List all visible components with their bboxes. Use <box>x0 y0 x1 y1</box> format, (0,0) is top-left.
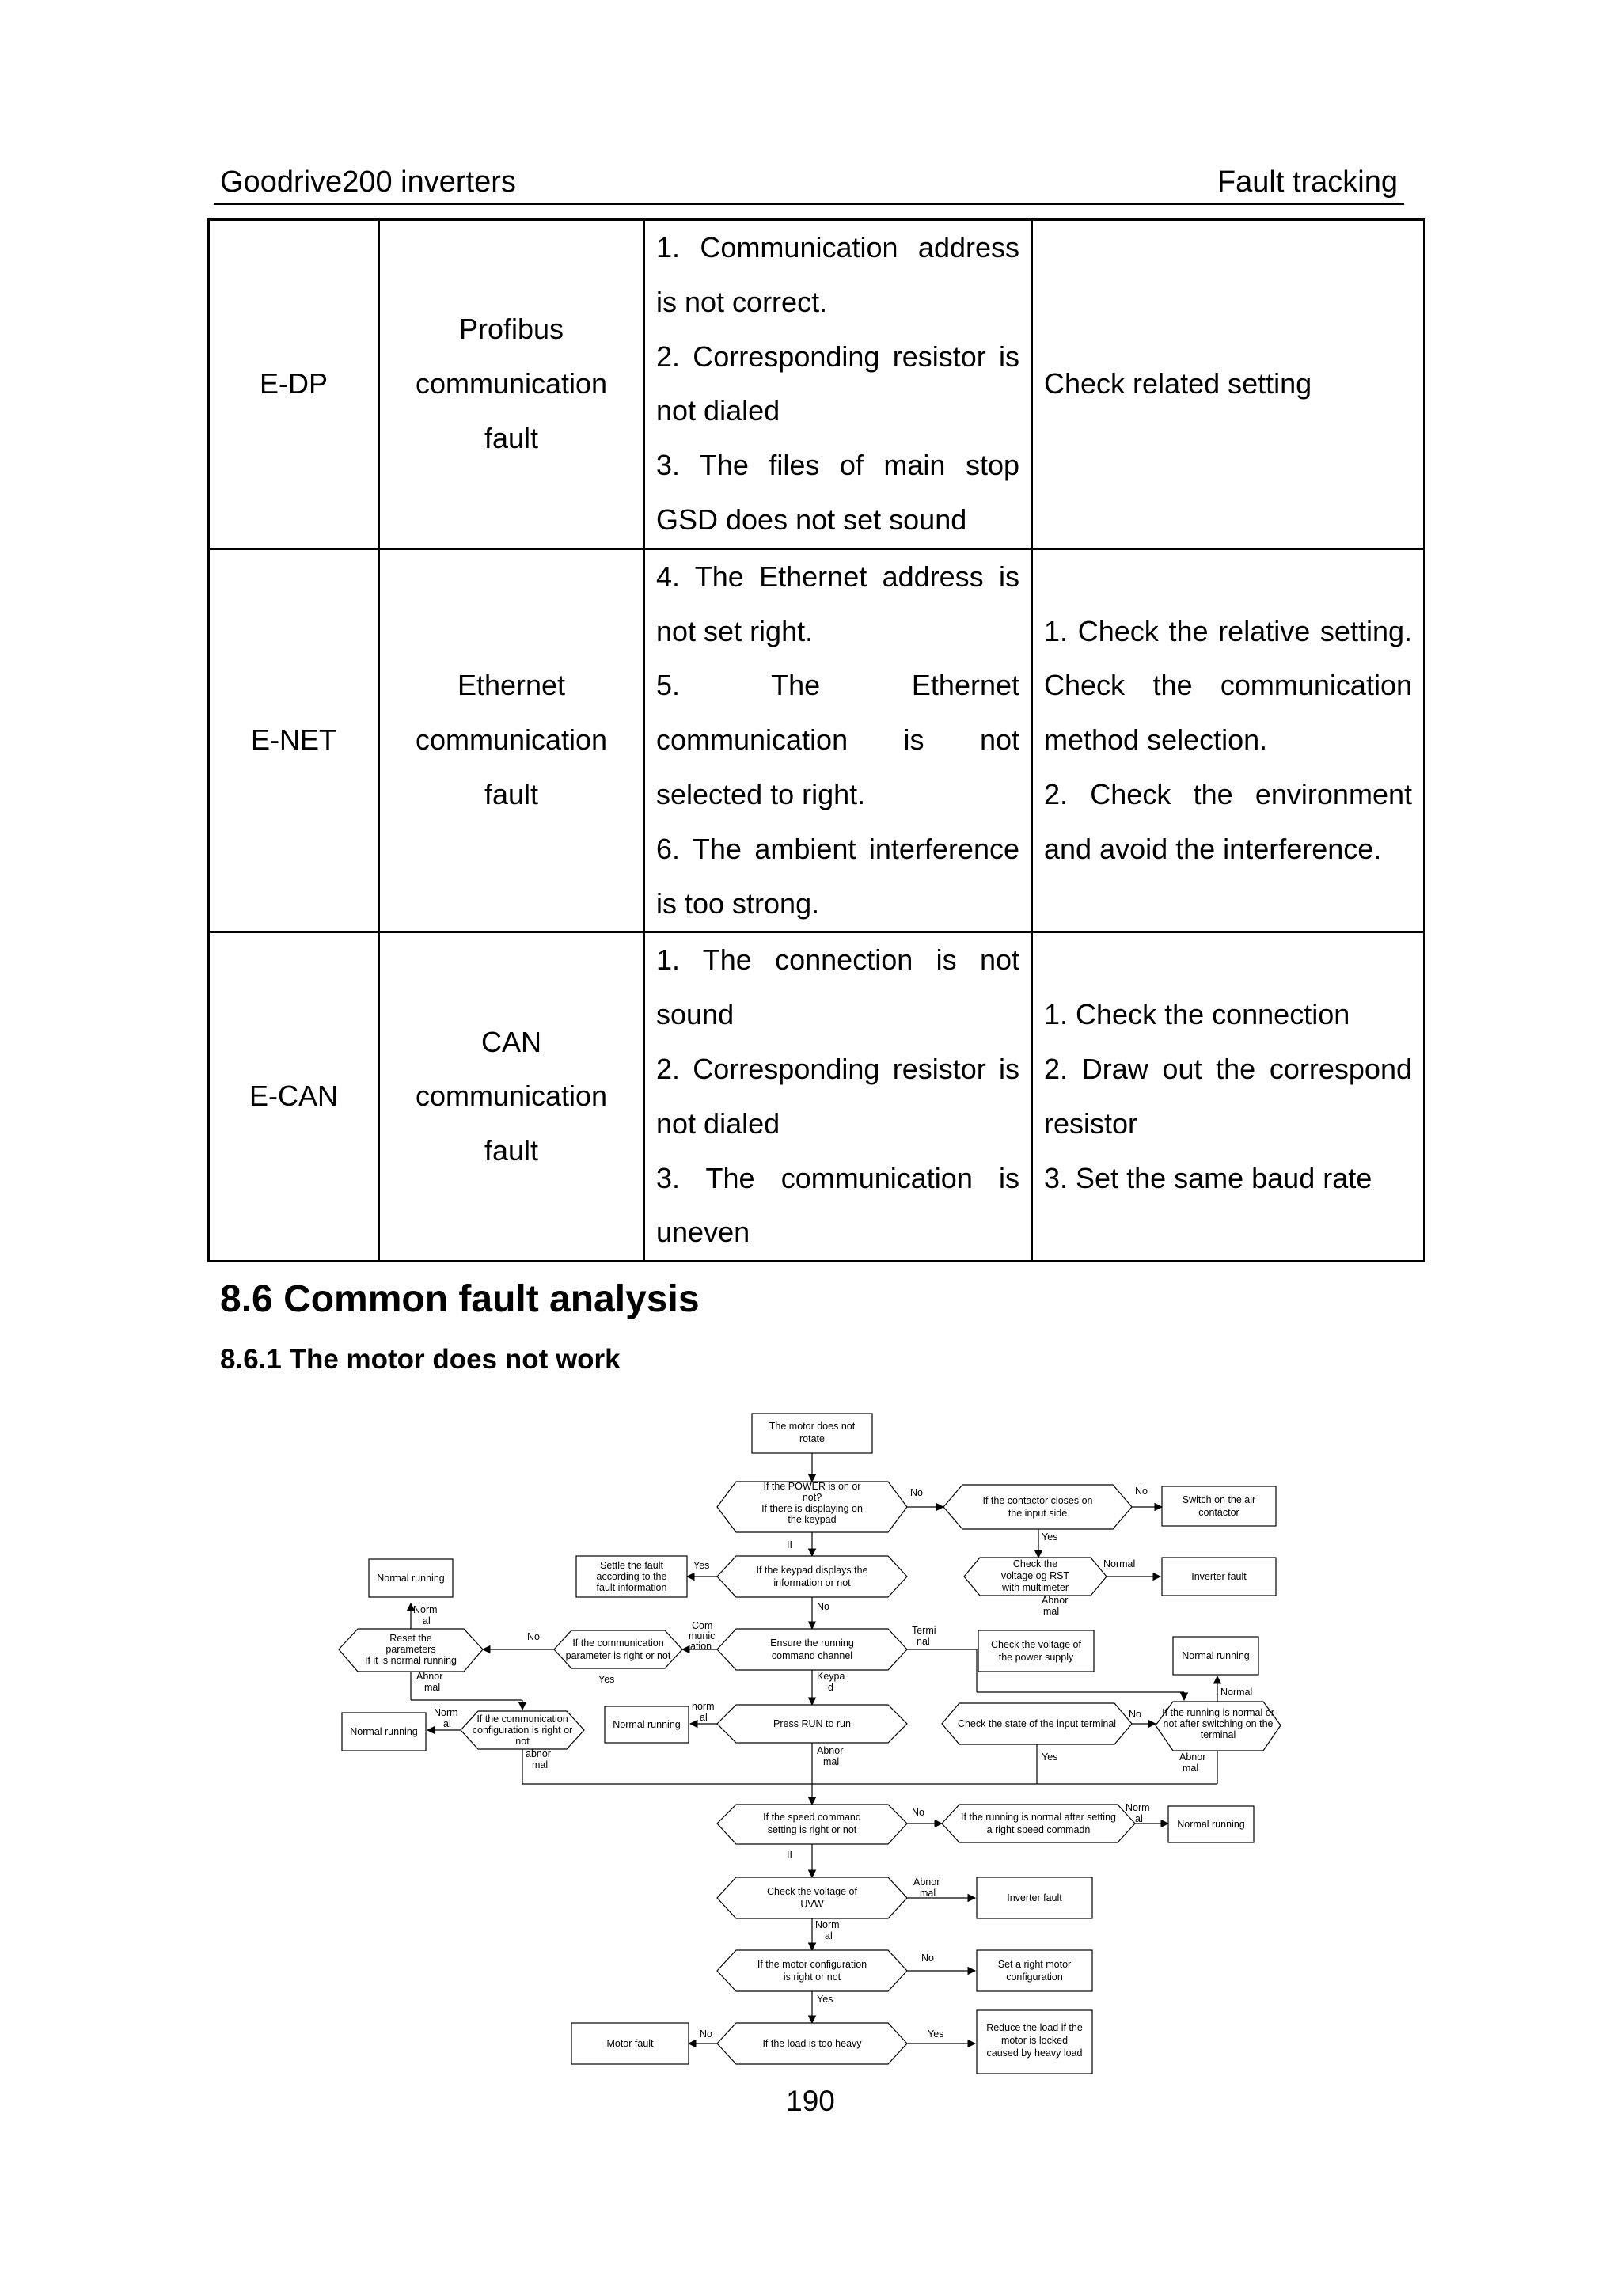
svg-text:caused by heavy load: caused by heavy load <box>986 2047 1083 2059</box>
svg-text:Yes: Yes <box>693 1560 710 1571</box>
svg-text:No: No <box>817 1601 829 1612</box>
flow-set-motor-config <box>977 1950 1092 1991</box>
svg-text:Inverter fault: Inverter fault <box>1191 1571 1247 1582</box>
fault-solution: 1. Check the connection 2. Draw out the correspond resistor 3. Set the same baud rate <box>1032 932 1425 1262</box>
flow-ensure-channel <box>717 1629 907 1670</box>
flow-press-run <box>717 1705 907 1743</box>
svg-text:al: al <box>443 1718 451 1729</box>
fault-reason: 1. The connection is not sound 2. Corresponding resistor is not dialed 3. The communication is uneven <box>644 932 1032 1262</box>
flow-load-heavy <box>717 2023 907 2064</box>
svg-text:Com: Com <box>692 1620 713 1631</box>
svg-text:Yes: Yes <box>1042 1751 1058 1763</box>
svg-text:Termi: Termi <box>912 1625 936 1636</box>
flow-normal-running <box>1173 1637 1258 1675</box>
svg-text:No: No <box>1135 1486 1148 1497</box>
fault-solution: 1. Check the relative setting. Check the communication method selection. 2. Check the environment and avoid the interference. <box>1032 548 1425 932</box>
fault-type: CAN communication fault <box>379 932 644 1262</box>
flow-normal-running <box>369 1559 453 1597</box>
svg-text:information or not: information or not <box>773 1577 851 1588</box>
flow-start <box>752 1414 872 1453</box>
svg-text:II: II <box>787 1850 792 1861</box>
flow-speed-command <box>717 1805 907 1844</box>
svg-text:No: No <box>921 1953 934 1964</box>
svg-text:Abnor: Abnor <box>1179 1751 1206 1763</box>
svg-text:ation: ation <box>690 1641 712 1652</box>
svg-text:motor is locked: motor is locked <box>1000 2035 1069 2046</box>
svg-text:Check the: Check the <box>1012 1558 1058 1569</box>
svg-text:Keypa: Keypa <box>817 1671 845 1682</box>
svg-text:according to the: according to the <box>596 1571 667 1582</box>
svg-text:mal: mal <box>424 1682 441 1693</box>
svg-text:contactor: contactor <box>1198 1507 1239 1518</box>
svg-text:Yes: Yes <box>1042 1531 1058 1543</box>
svg-text:al: al <box>423 1615 431 1626</box>
svg-text:Press RUN to run: Press RUN to run <box>773 1718 851 1729</box>
svg-text:If there is displaying on: If there is displaying on <box>761 1503 863 1514</box>
svg-text:Check the state of the input t: Check the state of the input terminal <box>957 1718 1117 1729</box>
svg-text:is right or not: is right or not <box>783 1972 841 1983</box>
flow-contactor-check <box>943 1485 1132 1529</box>
svg-text:Abnor: Abnor <box>913 1877 940 1888</box>
flow-reduce-load <box>977 2010 1092 2074</box>
svg-text:Check the voltage of: Check the voltage of <box>991 1639 1081 1650</box>
svg-text:Normal running: Normal running <box>1182 1650 1250 1661</box>
flow-switch-contactor <box>1162 1486 1276 1526</box>
svg-text:rotate: rotate <box>799 1433 825 1444</box>
svg-text:Norm: Norm <box>413 1604 438 1615</box>
svg-text:If the motor configuration: If the motor configuration <box>757 1959 867 1970</box>
svg-text:Yes: Yes <box>598 1674 615 1685</box>
section-title: 8.6 Common fault analysis <box>220 1278 700 1320</box>
svg-text:If the keypad displays the: If the keypad displays the <box>756 1565 868 1576</box>
svg-text:the power supply: the power supply <box>998 1652 1074 1663</box>
svg-text:If the POWER is on or: If the POWER is on or <box>763 1481 861 1492</box>
svg-text:No: No <box>912 1807 924 1818</box>
svg-text:Reset the: Reset the <box>389 1633 432 1644</box>
header-chapter-title: Fault tracking <box>1217 165 1398 199</box>
svg-text:Normal running: Normal running <box>613 1719 681 1730</box>
svg-text:If the running is normal after: If the running is normal after setting <box>961 1812 1116 1823</box>
fault-reason: 4. The Ethernet address is not set right. 5. The Ethernet communication is not selected to right. 6. The ambient interference is too strong. <box>644 548 1032 932</box>
svg-text:mal: mal <box>920 1888 936 1899</box>
svg-text:Norm: Norm <box>434 1707 458 1718</box>
svg-text:Normal running: Normal running <box>350 1726 418 1737</box>
svg-text:Abnor: Abnor <box>817 1745 844 1756</box>
svg-text:Settle the fault: Settle the fault <box>600 1560 663 1571</box>
fault-code: E-NET <box>209 548 379 932</box>
svg-text:No: No <box>910 1487 923 1498</box>
flow-motor-fault <box>571 2023 689 2064</box>
svg-text:No: No <box>1129 1709 1141 1720</box>
fault-code: E-DP <box>209 220 379 549</box>
svg-text:Set a right motor: Set a right motor <box>997 1959 1072 1970</box>
svg-text:al: al <box>825 1930 833 1941</box>
fault-code: E-CAN <box>209 932 379 1262</box>
svg-text:II: II <box>787 1539 792 1550</box>
page-number: 190 <box>786 2085 835 2117</box>
svg-text:not after switching on the: not after switching on the <box>1163 1718 1274 1729</box>
svg-text:The motor does not: The motor does not <box>769 1421 856 1432</box>
svg-text:Normal: Normal <box>1220 1687 1253 1698</box>
fault-type: Profibus communication fault <box>379 220 644 549</box>
flow-normal-running <box>342 1713 426 1751</box>
svg-text:the input side: the input side <box>1008 1508 1068 1519</box>
svg-text:Reduce the load if the: Reduce the load if the <box>986 2022 1083 2033</box>
svg-text:not: not <box>515 1736 530 1747</box>
svg-text:Norm: Norm <box>815 1919 840 1930</box>
flow-keypad-info <box>717 1556 907 1597</box>
svg-text:Yes: Yes <box>928 2028 944 2040</box>
svg-text:If the load is too heavy: If the load is too heavy <box>762 2038 862 2049</box>
fault-reason: 1. Communication address is not correct. 2. Corresponding resistor is not dialed 3. The files of main stop GSD does not set sound <box>644 220 1032 549</box>
flow-check-uvw <box>717 1877 907 1918</box>
svg-text:Switch on the air: Switch on the air <box>1182 1494 1256 1505</box>
header-document-title: Goodrive200 inverters <box>220 165 516 199</box>
svg-text:mal: mal <box>1043 1606 1060 1617</box>
subsection-title: 8.6.1 The motor does not work <box>220 1344 621 1375</box>
flow-comm-config <box>461 1711 584 1749</box>
svg-text:d: d <box>828 1682 833 1693</box>
svg-text:If it is normal running: If it is normal running <box>364 1655 457 1666</box>
flow-input-terminal <box>942 1703 1132 1744</box>
svg-text:with multimeter: with multimeter <box>1001 1582 1069 1593</box>
svg-text:Yes: Yes <box>817 1994 833 2005</box>
svg-text:No: No <box>527 1631 540 1642</box>
svg-text:configuration: configuration <box>1006 1972 1063 1983</box>
svg-text:No: No <box>700 2028 712 2040</box>
flow-settle-fault <box>576 1556 687 1597</box>
flow-normal-running <box>1168 1806 1254 1842</box>
svg-text:Normal running: Normal running <box>1177 1819 1245 1830</box>
svg-text:the keypad: the keypad <box>788 1514 837 1525</box>
svg-text:setting is right or not: setting is right or not <box>767 1824 857 1835</box>
svg-text:abnor: abnor <box>526 1748 551 1759</box>
svg-text:If the running is normal or: If the running is normal or <box>1162 1707 1274 1718</box>
svg-text:Inverter fault: Inverter fault <box>1007 1892 1062 1903</box>
flow-comm-param <box>554 1630 682 1668</box>
svg-text:mal: mal <box>532 1759 549 1770</box>
svg-text:Normal running: Normal running <box>377 1573 445 1584</box>
svg-text:not?: not? <box>802 1492 822 1503</box>
flow-inverter-fault <box>977 1877 1092 1918</box>
svg-text:Ensure the running: Ensure the running <box>770 1638 854 1649</box>
svg-text:Abnor: Abnor <box>1042 1595 1069 1606</box>
fault-solution: Check related setting <box>1032 220 1425 549</box>
svg-text:voltage og RST: voltage og RST <box>1000 1570 1070 1581</box>
svg-text:parameter is right or not: parameter is right or not <box>565 1650 671 1661</box>
svg-text:al: al <box>1135 1813 1143 1824</box>
svg-text:Abnor: Abnor <box>416 1671 443 1682</box>
flow-after-speed <box>942 1805 1135 1842</box>
flow-motor-config <box>717 1950 907 1991</box>
fault-type: Ethernet communication fault <box>379 548 644 932</box>
flow-after-switch <box>1156 1702 1281 1751</box>
svg-text:UVW: UVW <box>800 1899 824 1910</box>
flow-check-power-supply <box>978 1630 1094 1672</box>
svg-text:Norm: Norm <box>1126 1802 1150 1813</box>
svg-text:parameters: parameters <box>385 1644 436 1655</box>
svg-text:If the speed command: If the speed command <box>763 1812 861 1823</box>
svg-text:If the communication: If the communication <box>572 1638 664 1649</box>
flow-power-check <box>717 1481 907 1532</box>
svg-text:configuration is right or: configuration is right or <box>472 1725 573 1736</box>
flow-check-rst <box>964 1558 1107 1596</box>
svg-text:Check the voltage of: Check the voltage of <box>767 1886 857 1897</box>
svg-text:Normal: Normal <box>1103 1558 1136 1569</box>
svg-text:terminal: terminal <box>1200 1729 1236 1740</box>
svg-text:nal: nal <box>917 1636 930 1647</box>
svg-text:If the contactor closes on: If the contactor closes on <box>982 1495 1093 1506</box>
svg-text:fault information: fault information <box>596 1582 667 1593</box>
svg-text:Motor fault: Motor fault <box>606 2038 654 2049</box>
svg-text:If the communication: If the communication <box>476 1713 568 1725</box>
flow-reset-params <box>339 1629 483 1672</box>
svg-text:mal: mal <box>823 1756 840 1767</box>
svg-text:command channel: command channel <box>771 1650 853 1661</box>
flow-normal-running <box>605 1706 689 1743</box>
svg-text:norm: norm <box>692 1701 715 1712</box>
svg-text:al: al <box>700 1712 708 1723</box>
flow-inverter-fault <box>1162 1558 1276 1596</box>
svg-text:mal: mal <box>1183 1763 1199 1774</box>
svg-text:munic: munic <box>689 1630 716 1641</box>
svg-text:a right speed commadn: a right speed commadn <box>986 1824 1091 1835</box>
